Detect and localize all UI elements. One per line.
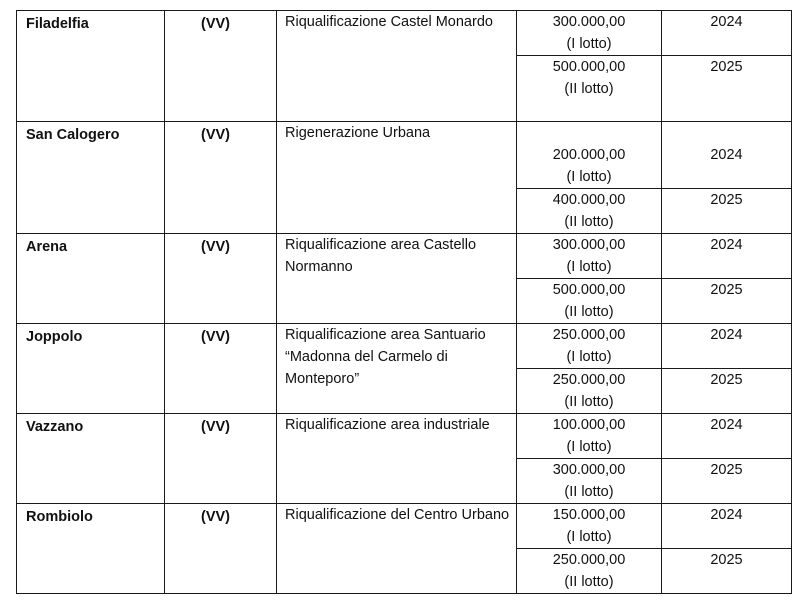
comune-name: Arena — [17, 234, 165, 324]
lot-label: (I lotto) — [566, 439, 612, 455]
provincia-code: (VV) — [165, 324, 277, 414]
provincia-code: (VV) — [165, 234, 277, 324]
amount-cell — [517, 459, 662, 504]
comune-name: Vazzano — [17, 414, 165, 504]
project-description: Riqualificazione area industriale — [277, 414, 517, 504]
amount-cell — [517, 279, 662, 324]
provincia-code: (VV) — [165, 504, 277, 594]
table-row — [17, 122, 792, 189]
amount-cell — [517, 189, 662, 234]
amount-cell — [517, 122, 662, 189]
lot-label: (II lotto) — [564, 304, 614, 320]
funding-table — [16, 10, 792, 594]
lot-label: (I lotto) — [566, 259, 612, 275]
year-cell: 2024 — [662, 122, 792, 189]
amount-value: 200.000,00 — [552, 147, 626, 163]
comune-name: Filadelfia — [17, 11, 165, 122]
amount-cell — [517, 324, 662, 369]
project-description: Riqualificazione Castel Monardo — [277, 11, 517, 122]
amount-cell — [517, 56, 662, 122]
lot-label: (II lotto) — [564, 484, 614, 500]
year-cell: 2025 — [662, 369, 792, 414]
year-cell: 2024 — [662, 324, 792, 369]
year-cell: 2025 — [662, 549, 792, 594]
provincia-code: (VV) — [165, 11, 277, 122]
lot-label: (I lotto) — [566, 349, 612, 365]
comune-name: Joppolo — [17, 324, 165, 414]
comune-name: Rombiolo — [17, 504, 165, 594]
amount-cell — [517, 414, 662, 459]
amount-cell — [517, 549, 662, 594]
lot-label: (II lotto) — [564, 574, 614, 590]
lot-label: (I lotto) — [566, 169, 612, 185]
amount-value: 500.000,00 — [552, 282, 626, 298]
year-cell: 2025 — [662, 56, 792, 122]
amount-value: 250.000,00 — [552, 552, 626, 568]
amount-cell — [517, 234, 662, 279]
amount-value: 250.000,00 — [552, 327, 626, 343]
table-row — [17, 11, 792, 56]
amount-value: 250.000,00 — [552, 372, 626, 388]
amount-value: 300.000,00 — [552, 14, 626, 30]
table-row — [17, 504, 792, 549]
year-cell: 2025 — [662, 459, 792, 504]
amount-cell — [517, 11, 662, 56]
amount-value: 100.000,00 — [552, 417, 626, 433]
project-description: Riqualificazione area Castello Normanno — [277, 234, 517, 324]
amount-value: 400.000,00 — [552, 192, 626, 208]
year-cell: 2024 — [662, 11, 792, 56]
provincia-code: (VV) — [165, 122, 277, 234]
year-cell: 2024 — [662, 504, 792, 549]
amount-value: 300.000,00 — [552, 462, 626, 478]
amount-value: 500.000,00 — [552, 59, 626, 75]
lot-label: (II lotto) — [564, 81, 614, 97]
amount-value: 150.000,00 — [552, 507, 626, 523]
lot-label: (I lotto) — [566, 529, 612, 545]
amount-value: 300.000,00 — [552, 237, 626, 253]
provincia-code: (VV) — [165, 414, 277, 504]
year-cell: 2025 — [662, 279, 792, 324]
year-cell: 2025 — [662, 189, 792, 234]
project-description: Riqualificazione del Centro Urbano — [277, 504, 517, 594]
lot-label: (II lotto) — [564, 214, 614, 230]
lot-label: (II lotto) — [564, 394, 614, 410]
comune-name: San Calogero — [17, 122, 165, 234]
year-cell: 2024 — [662, 414, 792, 459]
project-description: Riqualificazione area Santuario “Madonna del Carmelo di Monteporo” — [277, 324, 517, 414]
amount-cell — [517, 504, 662, 549]
table-row — [17, 324, 792, 369]
amount-cell — [517, 369, 662, 414]
table-row — [17, 234, 792, 279]
table-row — [17, 414, 792, 459]
project-description: Rigenerazione Urbana — [277, 122, 517, 234]
lot-label: (I lotto) — [566, 36, 612, 52]
year-cell: 2024 — [662, 234, 792, 279]
